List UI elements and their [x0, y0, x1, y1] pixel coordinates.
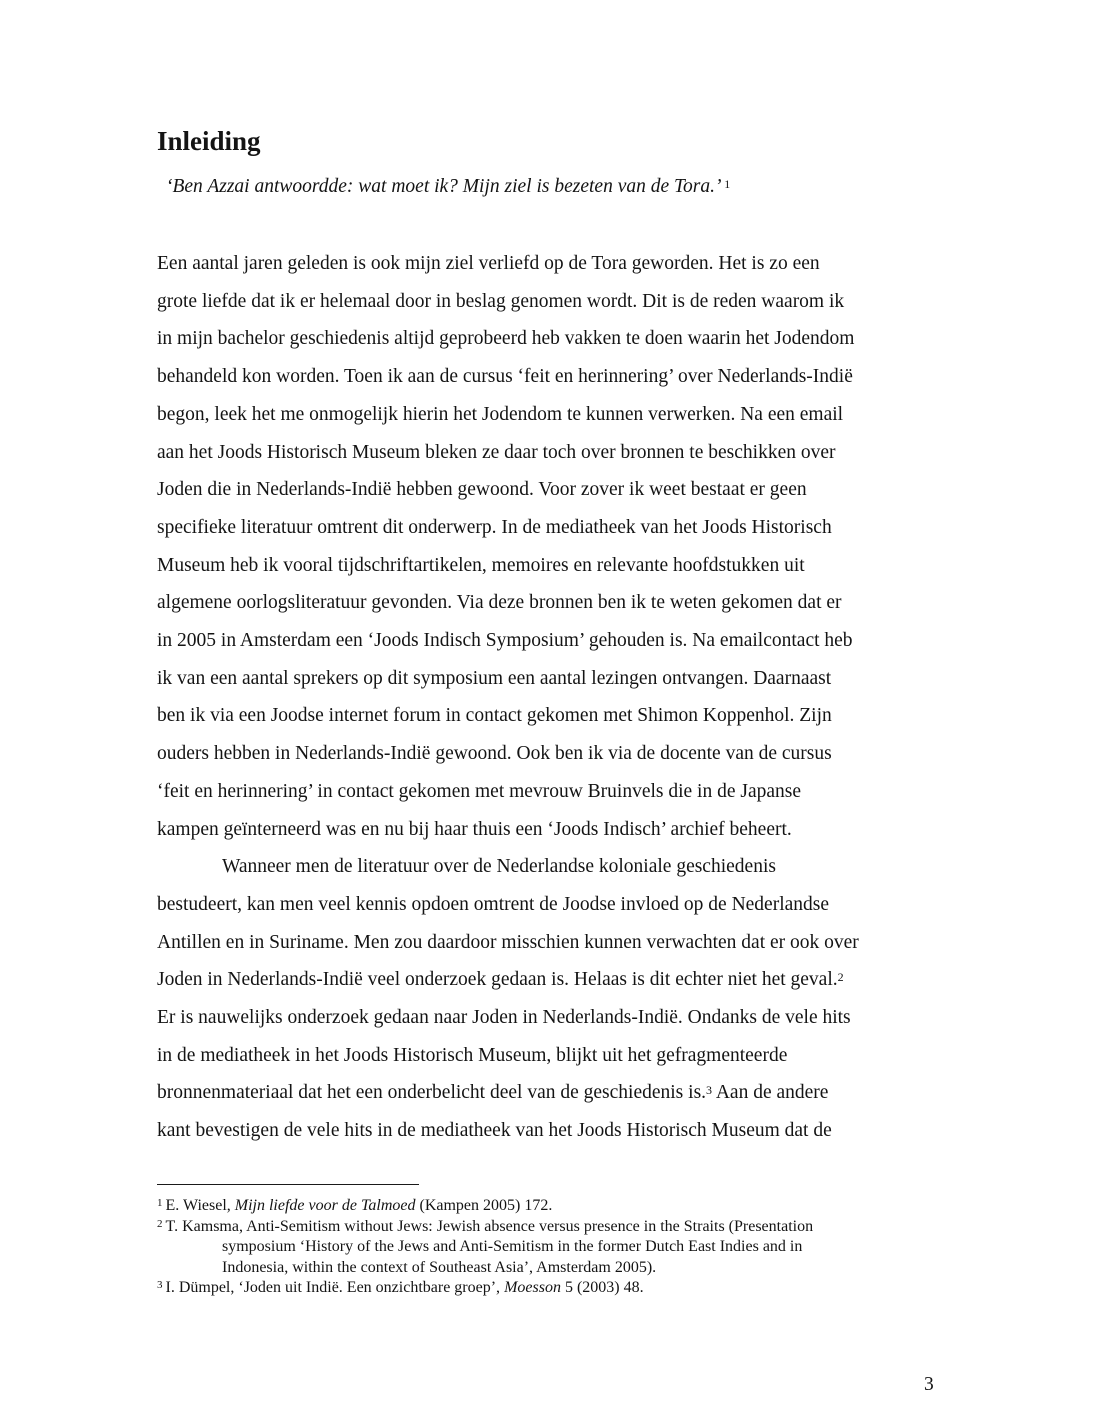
footnote-text: 5 (2003) 48. — [560, 1279, 644, 1296]
body-line: Antillen en in Suriname. Men zou daardoor misschien kunnen verwachten dat er ook over — [157, 931, 859, 953]
footnote-book-title: Mijn liefde voor de Talmoed — [234, 1197, 416, 1214]
body-line: ouders hebben in Nederlands-Indië gewoond. Ook ben ik via de docente van de cursus — [157, 743, 832, 765]
footnotes — [157, 1196, 813, 1299]
footnote-text: E. Wiesel, — [165, 1197, 235, 1214]
footnote-2 — [157, 1217, 813, 1238]
body-line: in de mediatheek in het Joods Historisch Museum, blijkt uit het gefragmenteerde — [157, 1044, 788, 1066]
body-line: kampen geïnterneerd was en nu bij haar thuis een ‘Joods Indisch’ archief beheert. — [157, 818, 792, 840]
footnote-1 — [157, 1196, 813, 1217]
footnote-divider — [157, 1184, 419, 1185]
body-line — [157, 961, 859, 999]
body-line: ‘feit en herinnering’ in contact gekomen met mevrouw Bruinvels die in de Japanse — [157, 780, 802, 802]
body-line: Een aantal jaren geleden is ook mijn ziel verliefd op de Tora geworden. Het is zo een — [157, 253, 820, 274]
footnote-2-continued: symposium ‘History of the Jews and Anti-Semitism in the former Dutch East Indies and in — [222, 1238, 803, 1255]
footnote-ref-2[interactable]: 2 — [837, 970, 844, 985]
footnote-number: 3 — [157, 1279, 163, 1291]
section-heading: Inleiding — [157, 126, 261, 156]
body-line: Er is nauwelijks onderzoek gedaan naar Joden in Nederlands-Indië. Ondanks de vele hits — [157, 1007, 851, 1029]
body-text — [157, 245, 859, 1150]
footnote-2-continued: Indonesia, within the context of Southeast Asia’, Amsterdam 2005). — [222, 1258, 657, 1276]
body-line: aan het Joods Historisch Museum bleken ze daar toch over bronnen te beschikken over — [157, 441, 836, 463]
footnote-journal-title: Moesson — [504, 1279, 561, 1296]
body-line-indented: Wanneer men de literatuur over de Nederlandse koloniale geschiedenis — [222, 856, 776, 878]
footnote-number: 1 — [157, 1197, 163, 1209]
body-line: Museum heb ik vooral tijdschriftartikelen, memoires en relevante hoofdstukken uit — [157, 554, 805, 576]
footnote-ref-1[interactable]: 1 — [724, 177, 731, 191]
body-line: algemene oorlogsliteratuur gevonden. Via deze bronnen ben ik te weten gekomen dat er — [157, 592, 842, 614]
footnote-text: (Kampen 2005) 172. — [415, 1197, 553, 1214]
body-line: ik van een aantal sprekers op dit symposium een aantal lezingen ontvangen. Daarnaast — [157, 667, 832, 689]
page-number: 3 — [924, 1374, 934, 1395]
body-line: in mijn bachelor geschiedenis altijd geprobeerd heb vakken te doen waarin het Jodendom — [157, 328, 855, 350]
body-line-text: Aan de andere — [712, 1082, 829, 1104]
body-line: Joden die in Nederlands-Indië hebben gewoond. Voor zover ik weet bestaat er geen — [157, 479, 807, 501]
body-line-text: bronnenmateriaal dat het een onderbelicht deel van de geschiedenis is. — [157, 1082, 707, 1104]
body-line: specifieke literatuur omtrent dit onderwerp. In de mediatheek van het Joods Historisch — [157, 516, 832, 538]
body-line: behandeld kon worden. Toen ik aan de cursus ‘feit en herinnering’ over Nederlands-Indië — [157, 366, 853, 388]
body-line: in 2005 in Amsterdam een ‘Joods Indisch Symposium’ gehouden is. Na emailcontact heb — [157, 630, 853, 652]
epigraph-text: ‘Ben Azzai antwoordde: wat moet ik? Mijn ziel is bezeten van de Tora.’ — [166, 176, 720, 197]
footnote-text: I. Dümpel, ‘Joden uit Indië. Een onzichtbare groep’, — [165, 1279, 505, 1296]
body-line: bestudeert, kan men veel kennis opdoen omtrent de Joodse invloed op de Nederlandse — [157, 893, 830, 915]
body-line: begon, leek het me onmogelijk hierin het Jodendom te kunnen verwerken. Na een email — [157, 403, 844, 425]
footnote-text: T. Kamsma, Anti-Semitism without Jews: Jewish absence versus presence in the Straits (Presentation — [165, 1217, 814, 1235]
footnote-3 — [157, 1278, 813, 1299]
footnote-ref-3[interactable]: 3 — [706, 1083, 713, 1098]
body-line-text: Joden in Nederlands-Indië veel onderzoek gedaan is. Helaas is dit echter niet het geval. — [157, 969, 838, 991]
body-line: kant bevestigen de vele hits in de mediatheek van het Joods Historisch Museum dat de — [157, 1120, 832, 1142]
epigraph-quote — [166, 174, 730, 200]
body-line: ben ik via een Joodse internet forum in contact gekomen met Shimon Koppenhol. Zijn — [157, 705, 832, 727]
body-line — [157, 1074, 859, 1112]
footnote-number: 2 — [157, 1217, 163, 1230]
body-line: grote liefde dat ik er helemaal door in beslag genomen wordt. Dit is de reden waarom ik — [157, 290, 845, 312]
